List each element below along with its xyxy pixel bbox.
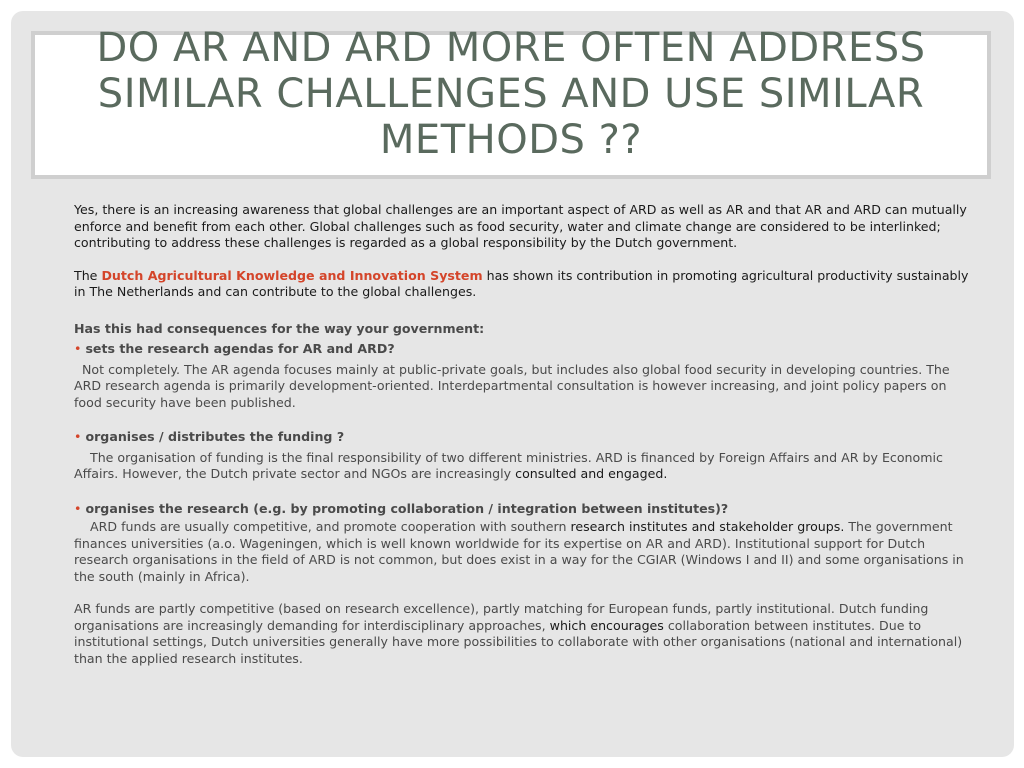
ar-funds-text-b: which encourages: [549, 617, 664, 633]
bullet-agendas: [74, 341, 974, 358]
ar-funds-text-c: collaboration between institutes. Due to institutional settings, Dutch universities generally have more possibilities to collaborate with other organisations (national and international) than the applied research institutes.: [74, 617, 963, 666]
bullet-funding-label: organises / distributes the funding ?: [85, 429, 345, 444]
bullet-agendas-label: sets the research agendas for AR and ARD?: [85, 341, 395, 356]
dakis-paragraph: [74, 268, 974, 301]
research-text-b: research institutes and stakeholder groups.: [570, 519, 845, 534]
funding-text-end: consulted and engaged.: [515, 466, 668, 481]
ar-funds-text-a: AR funds are partly competitive (based on research excellence), partly matching for European funds, partly institutional. Dutch funding organisations are increasingly demanding for interdisciplinary approaches,: [74, 601, 929, 633]
bullet-funding-text: [74, 450, 974, 483]
slide-title: DO AR AND ARD MORE OFTEN ADDRESS SIMILAR CHALLENGES AND USE SIMILAR METHODS ??: [96, 25, 926, 163]
research-text-a: ARD funds are usually competitive, and promote cooperation with southern: [90, 519, 571, 534]
slide-body: [74, 202, 974, 667]
bullet-funding: [74, 429, 974, 446]
question-heading: Has this had consequences for the way your government:: [74, 320, 485, 336]
bullet-research-label: organises the research (e.g. by promoting collaboration / integration between institutes)?: [85, 500, 729, 516]
intro-paragraph: Yes, there is an increasing awareness that global challenges are an important aspect of ARD as well as AR and that AR and ARD can mutually enforce and benefit from each other. Global challenges such as food security, water and climate change are considered to be interlinked; contributing to address these challenges is regarded as a global responsibility by the Dutch government.: [74, 202, 967, 250]
dakis-prefix: The: [74, 267, 102, 283]
bullet-agendas-text: Not completely. The AR agenda focuses mainly at public-private goals, but includes also global food security in developing countries. The ARD research agenda is primarily development-oriented. Interdepartmental consultation is however increasing, and joint policy papers on food security have been published.: [74, 361, 950, 410]
bullet-dot: •: [74, 341, 82, 356]
dakis-suffix: has shown its contribution in promoting agricultural productivity sustainably in The Netherlands and can contribute to the global challenges.: [74, 267, 969, 299]
bullet-dot: •: [74, 500, 82, 516]
research-text-c: The government finances universities (a.o. Wageningen, which is well known worldwide for its expertise on AR and ARD). Institutional support for Dutch research organisations in the field of ARD is not common, but does exist in a way for the CGIAR (Windows I and II) and some organisations in the south (mainly in Africa).: [74, 519, 964, 584]
bullet-research: [74, 501, 974, 518]
bullet-dot: •: [74, 429, 82, 444]
dakis-link[interactable]: Dutch Agricultural Knowledge and Innovation System: [101, 267, 483, 283]
funding-text-main: The organisation of funding is the final responsibility of two different ministries. ARD is financed by Foreign Affairs and AR by Economic Affairs. However, the Dutch private sector and NGOs are increasingly: [74, 449, 943, 481]
ar-funds-paragraph: [74, 601, 974, 667]
bullet-research-text: [74, 519, 974, 585]
